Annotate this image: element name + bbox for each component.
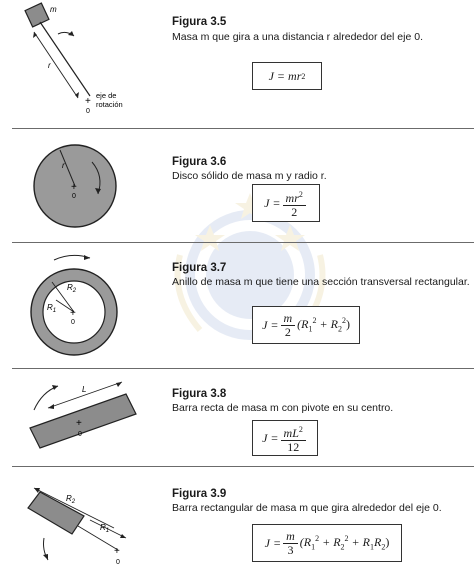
radius-label: r [62, 161, 65, 170]
fraction-numerator: m [283, 530, 298, 544]
formula-fraction [281, 423, 306, 454]
point-mass [25, 3, 49, 27]
figure-title: Figura 3.5 [172, 16, 227, 28]
origin-label: 0 [71, 319, 75, 326]
straight-bar [30, 394, 136, 448]
formula-box [252, 306, 360, 344]
r1-label: $R_1$ [47, 303, 57, 314]
figure-description: Disco sólido de masa m y radio r. [172, 170, 327, 182]
formula-box [252, 524, 402, 562]
svg-text:+: + [85, 96, 91, 107]
formula-lhs: J = [264, 535, 282, 550]
length-label: L [82, 385, 87, 394]
formula-fraction [281, 312, 296, 339]
formula-fraction [283, 188, 306, 219]
figure-title: Figura 3.7 [172, 262, 227, 274]
svg-text:+: + [76, 418, 82, 429]
radius-label: r [48, 61, 51, 70]
formula-lhs: J = [262, 317, 279, 332]
axis-label: eje de [96, 91, 117, 100]
formula-box [252, 420, 318, 456]
divider [12, 242, 474, 243]
fraction-numerator: mr [285, 190, 299, 205]
radius-dimension [34, 32, 78, 98]
formula-box [252, 62, 322, 90]
numerator-exponent: 2 [298, 424, 303, 434]
figure-title: Figura 3.8 [172, 388, 227, 400]
origin-label: 0 [72, 193, 76, 200]
svg-text:+: + [114, 546, 120, 557]
r2-label: $R_2$ [67, 283, 77, 294]
r2-label: $R_2$ [66, 494, 76, 505]
figure-description: Barra recta de masa m con pivote en su centro. [172, 402, 394, 414]
rectangular-bar [28, 492, 84, 534]
formula-fraction [283, 530, 298, 557]
formula-rest: $(R_1^2 + R_2^2 + R_1R_2)$ [299, 534, 390, 552]
radius-line [40, 22, 90, 96]
formula-lhs: J = [262, 430, 279, 445]
fraction-numerator: m [281, 312, 296, 326]
formula-body: mr [288, 68, 302, 83]
figure-description: Masa m que gira a una distancia r alrededor del eje 0. [172, 31, 423, 43]
figure-3-9-diagram [14, 468, 164, 572]
figure-3-6-diagram [28, 132, 178, 242]
figure-title: Figura 3.6 [172, 156, 227, 168]
origin-label: 0 [86, 108, 90, 115]
divider [12, 368, 474, 369]
origin-label: 0 [78, 431, 82, 438]
formula-lhs: J = [264, 195, 281, 210]
divider [12, 128, 474, 129]
fraction-denominator: 2 [291, 204, 298, 219]
figure-description: Anillo de masa m que tiene una sección transversal rectangular. [172, 276, 470, 288]
fraction-denominator: 12 [287, 439, 300, 454]
formula-rest: $(R_1^2 + R_2^2)$ [297, 316, 350, 334]
origin-label: 0 [116, 559, 120, 566]
figure-title: Figura 3.9 [172, 488, 227, 500]
numerator-exponent: 2 [298, 189, 303, 199]
formula-lhs: J = [268, 68, 286, 83]
rotation-arrow [34, 386, 58, 410]
fraction-denominator: 3 [287, 542, 294, 557]
figure-3-7-diagram [26, 248, 176, 368]
fraction-numerator: mL [283, 425, 299, 440]
axis-label-2: rotación [96, 100, 123, 109]
figure-3-5-diagram [12, 0, 172, 120]
fraction-denominator: 2 [284, 324, 291, 339]
svg-text:+: + [71, 182, 77, 193]
divider [12, 466, 474, 467]
mass-label: m [50, 5, 57, 14]
formula-box [252, 184, 320, 222]
svg-text:+: + [70, 308, 76, 319]
figure-3-8-diagram [14, 372, 164, 472]
formula-exponent: 2 [301, 71, 306, 81]
figure-description: Barra rectangular de masa m que gira alrededor del eje 0. [172, 502, 442, 514]
r1-label: $R_1$ [100, 523, 110, 534]
